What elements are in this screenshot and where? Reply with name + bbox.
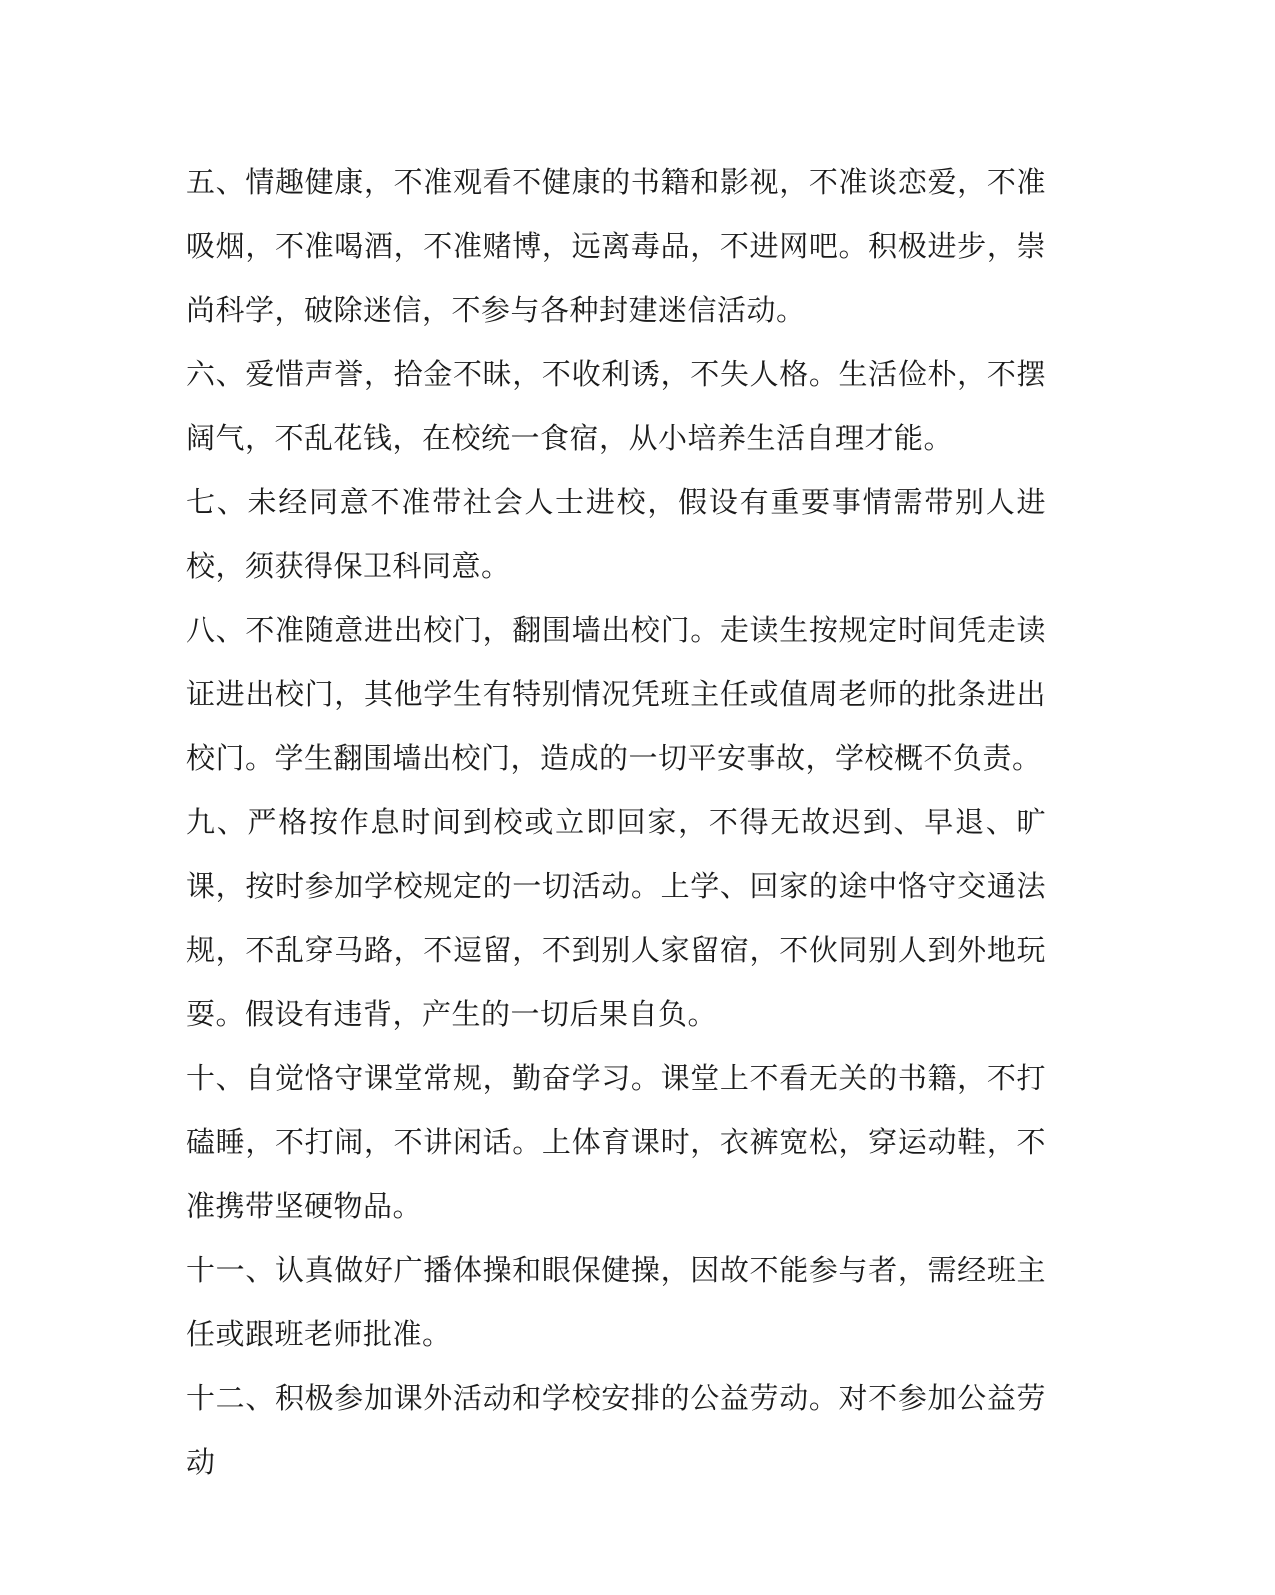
paragraph-rule-6: 六、爱惜声誉，拾金不昧，不收利诱，不失人格。生活俭朴，不摆阔气，不乱花钱，在校统一食宿，从小培养生活自理才能。	[186, 357, 1046, 455]
paragraph-rule-8: 八、不准随意进出校门，翻围墙出校门。走读生按规定时间凭走读证进出校门，其他学生有特别情况凭班主任或值周老师的批条进出校门。学生翻围墙出校门，造成的一切平安事故，学校概不负责。	[186, 613, 1046, 775]
paragraph-rule-5: 五、情趣健康，不准观看不健康的书籍和影视，不准谈恋爱，不准吸烟，不准喝酒，不准赌博，远离毒品，不进网吧。积极进步，崇尚科学，破除迷信，不参与各种封建迷信活动。	[186, 165, 1046, 327]
paragraph-rule-9: 九、严格按作息时间到校或立即回家，不得无故迟到、早退、旷课，按时参加学校规定的一切活动。上学、回家的途中恪守交通法规，不乱穿马路，不逗留，不到别人家留宿，不伙同别人到外地玩耍。假设有违背，产生的一切后果自负。	[186, 805, 1046, 1031]
paragraph-rule-12: 十二、积极参加课外活动和学校安排的公益劳动。对不参加公益劳动	[186, 1381, 1046, 1479]
paragraph-rule-10: 十、自觉恪守课堂常规，勤奋学习。课堂上不看无关的书籍，不打磕睡，不打闹，不讲闲话。上体育课时，衣裤宽松，穿运动鞋，不准携带坚硬物品。	[186, 1061, 1046, 1223]
paragraph-rule-7: 七、未经同意不准带社会人士进校，假设有重要事情需带别人进校，须获得保卫科同意。	[186, 485, 1046, 583]
document-body	[186, 150, 1046, 1494]
paragraph-rule-11: 十一、认真做好广播体操和眼保健操，因故不能参与者，需经班主任或跟班老师批准。	[186, 1253, 1046, 1351]
